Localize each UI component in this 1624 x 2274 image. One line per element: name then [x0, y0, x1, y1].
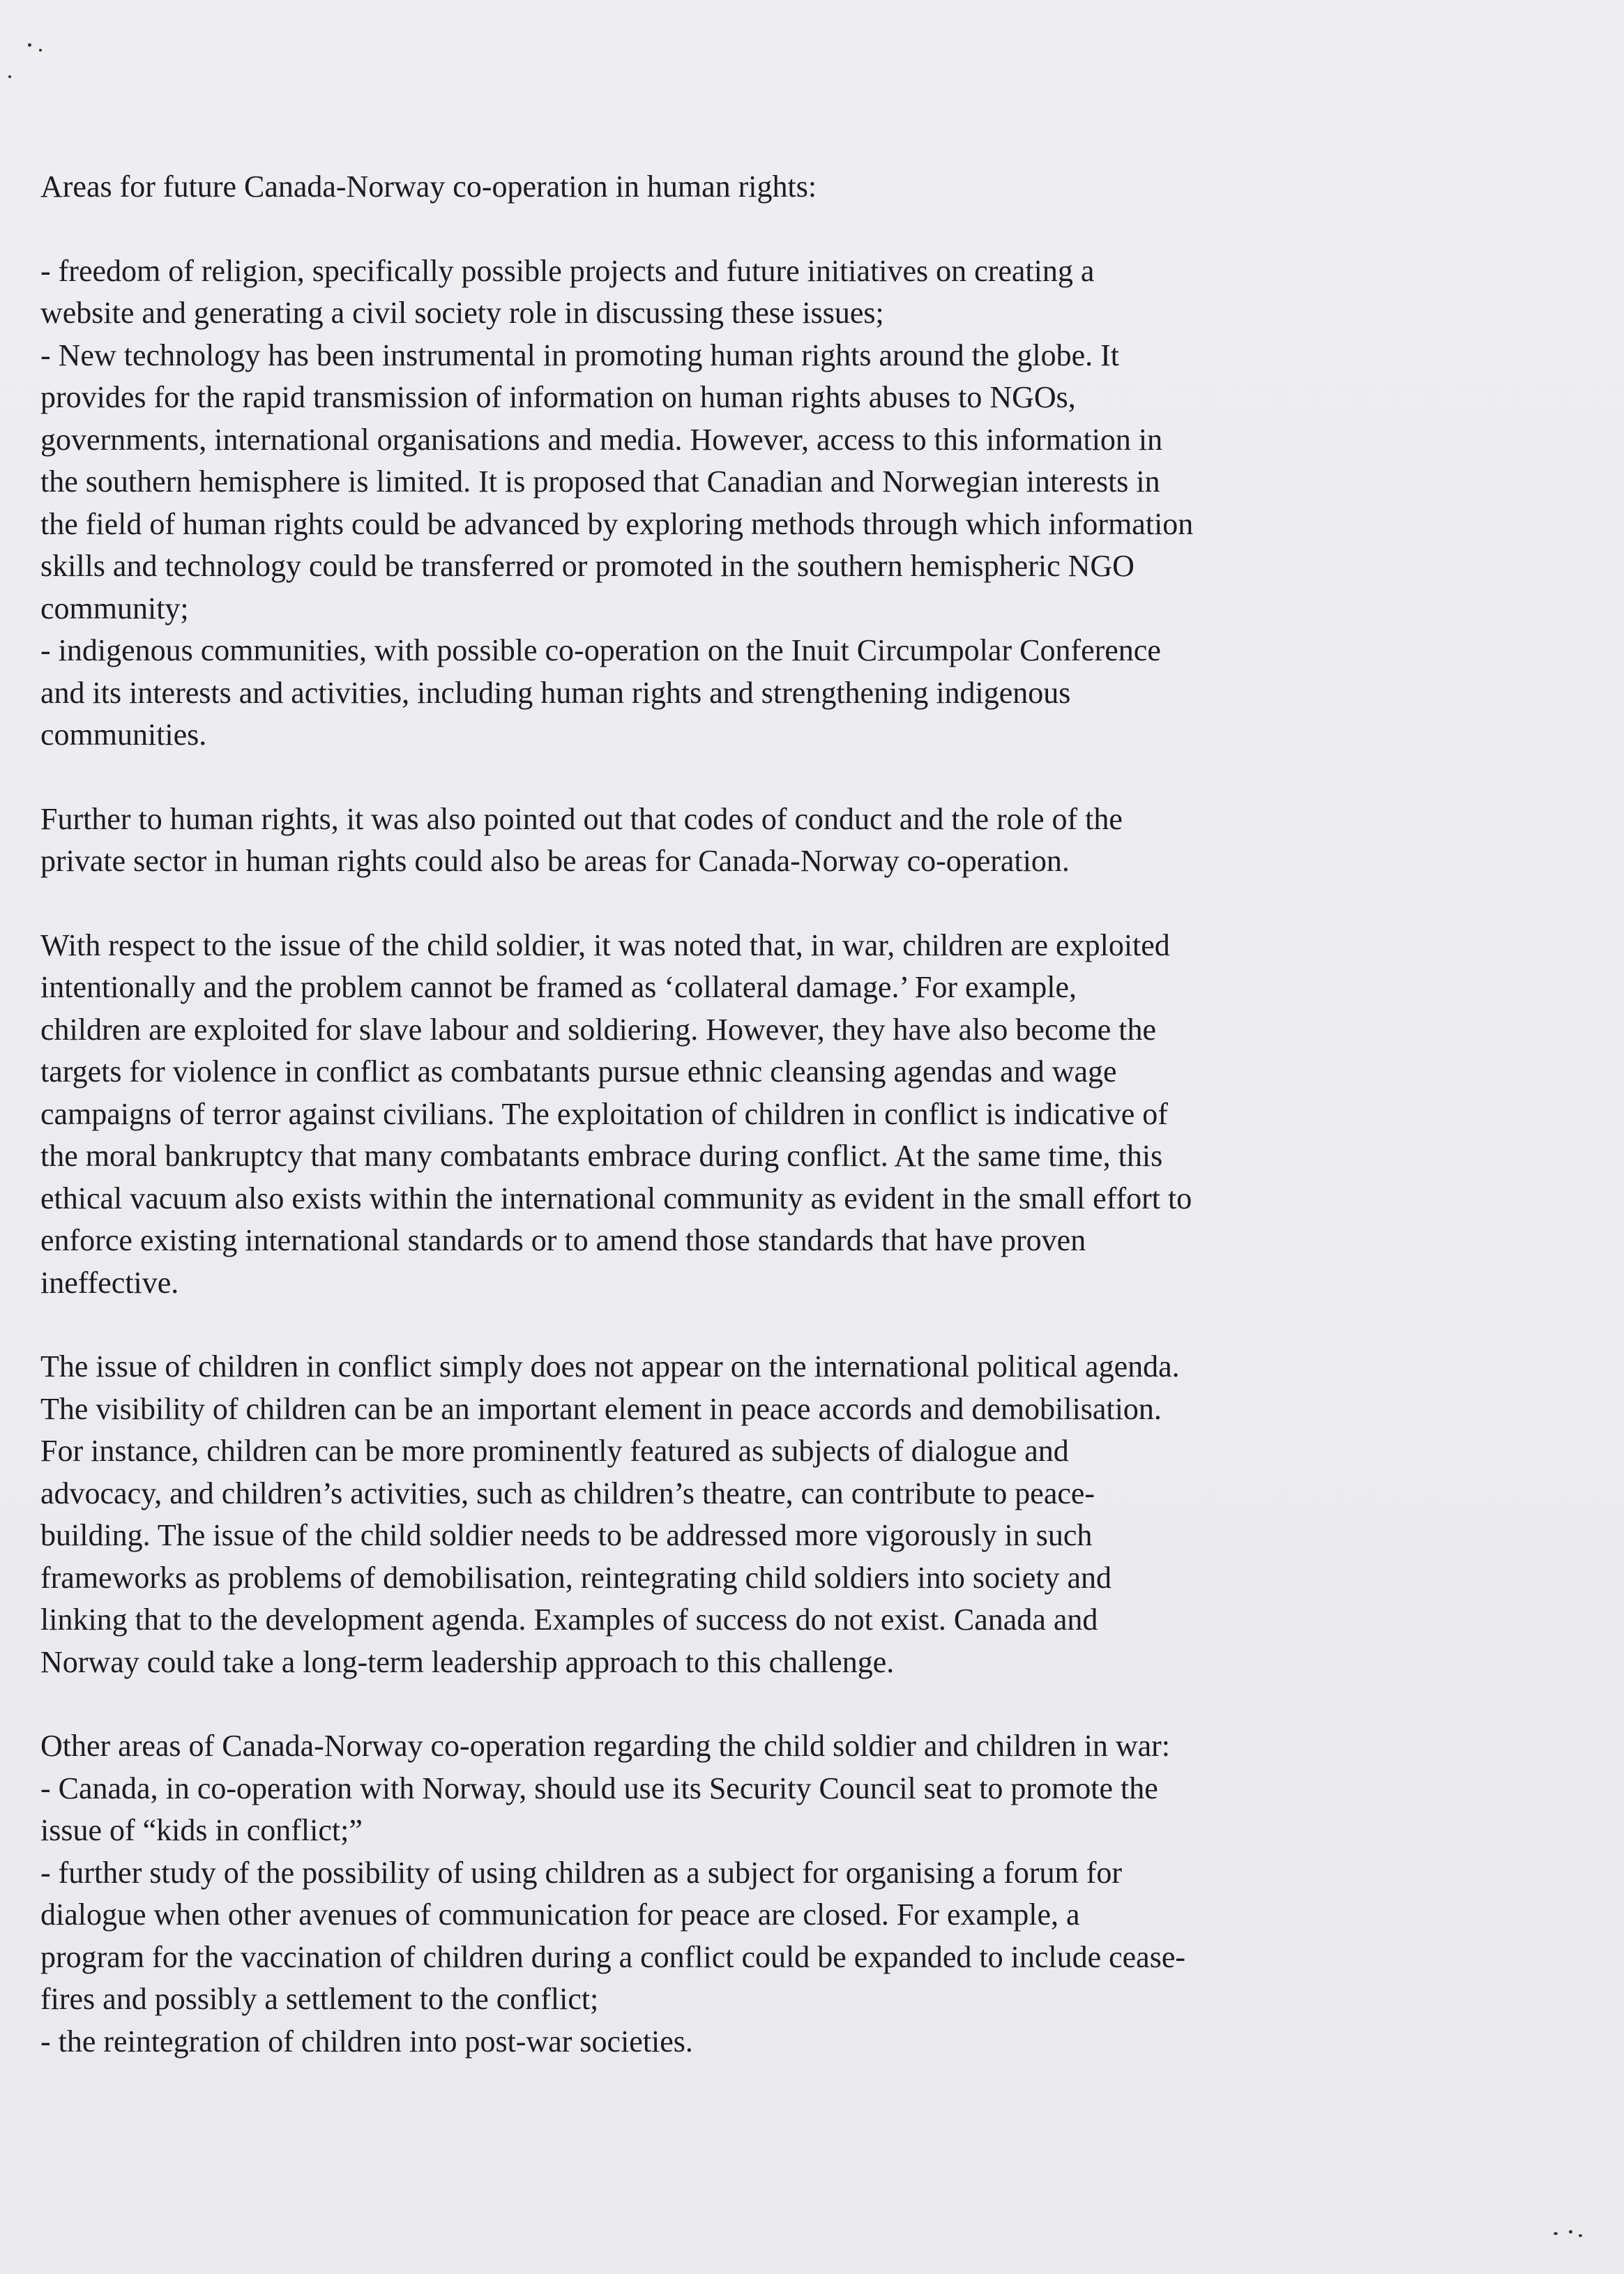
text-line: For instance, children can be more prominently featured as subjects of dialogue and [40, 1434, 1069, 1468]
text-line: community; [40, 591, 189, 626]
text-line: the southern hemisphere is limited. It is proposed that Canadian and Norwegian interests in [40, 464, 1160, 499]
text-line: website and generating a civil society role in discussing these issues; [40, 296, 884, 330]
paragraph [40, 925, 1456, 1305]
text-line: ethical vacuum also exists within the international community as evident in the small effort to [40, 1181, 1192, 1215]
paragraph [40, 166, 1456, 209]
text-line: children are exploited for slave labour and soldiering. However, they have also become the [40, 1012, 1156, 1047]
text-line: ineffective. [40, 1265, 179, 1300]
text-line: With respect to the issue of the child soldier, it was noted that, in war, children are exploited [40, 927, 1170, 962]
text-line: advocacy, and children’s activities, such as children’s theatre, can contribute to peace- [40, 1476, 1095, 1510]
text-line: intentionally and the problem cannot be framed as ‘collateral damage.’ For example, [40, 970, 1077, 1004]
text-line: communities. [40, 718, 207, 752]
paragraph [40, 1725, 1456, 2063]
text-line: Further to human rights, it was also pointed out that codes of conduct and the role of the [40, 801, 1123, 836]
text-line: - freedom of religion, specifically possible projects and future initiatives on creating a [40, 253, 1095, 288]
text-line: provides for the rapid transmission of information on human rights abuses to NGOs, [40, 380, 1076, 414]
text-line: program for the vaccination of children during a conflict could be expanded to include cease- [40, 1939, 1186, 1974]
text-line: skills and technology could be transferred or promoted in the southern hemispheric NGO [40, 549, 1134, 583]
text-line: The issue of children in conflict simply does not appear on the international political agenda. [40, 1349, 1180, 1384]
paragraph [40, 250, 1456, 757]
text-line: building. The issue of the child soldier needs to be addressed more vigorously in such [40, 1518, 1093, 1552]
text-line: issue of “kids in conflict;” [40, 1813, 363, 1847]
document-body [40, 166, 1456, 2105]
text-line: - the reintegration of children into post-war societies. [40, 2024, 693, 2059]
text-line: dialogue when other avenues of communication for peace are closed. For example, a [40, 1897, 1080, 1932]
text-line: - Canada, in co-operation with Norway, should use its Security Council seat to promote the [40, 1771, 1158, 1805]
paper-speck [39, 49, 42, 52]
text-line: and its interests and activities, including human rights and strengthening indigenous [40, 675, 1071, 710]
text-line: targets for violence in conflict as combatants pursue ethnic cleansing agendas and wage [40, 1054, 1117, 1089]
text-line: governments, international organisations and media. However, access to this information in [40, 422, 1163, 457]
text-line: the field of human rights could be advanced by exploring methods through which information [40, 506, 1194, 541]
text-line: Other areas of Canada-Norway co-operation regarding the child soldier and children in war: [40, 1729, 1171, 1763]
text-line: private sector in human rights could also be areas for Canada-Norway co-operation. [40, 844, 1070, 878]
text-line: - indigenous communities, with possible co-operation on the Inuit Circumpolar Conference [40, 633, 1161, 667]
text-line: campaigns of terror against civilians. The exploitation of children in conflict is indicative of [40, 1096, 1168, 1131]
text-line: fires and possibly a settlement to the conflict; [40, 1982, 599, 2016]
text-line: linking that to the development agenda. Examples of success do not exist. Canada and [40, 1602, 1098, 1637]
text-line: frameworks as problems of demobilisation, reintegrating child soldiers into society and [40, 1560, 1111, 1595]
text-line: Areas for future Canada-Norway co-operation in human rights: [40, 169, 817, 204]
paper-speck [8, 75, 11, 78]
text-line: the moral bankruptcy that many combatants embrace during conflict. At the same time, this [40, 1139, 1163, 1173]
text-line: enforce existing international standards or to amend those standards that have proven [40, 1223, 1086, 1257]
text-line: - further study of the possibility of using children as a subject for organising a forum for [40, 1855, 1123, 1890]
paragraph [40, 798, 1456, 883]
paper-speck [1569, 2230, 1572, 2234]
text-line: Norway could take a long-term leadership approach to this challenge. [40, 1644, 895, 1679]
paper-speck [28, 43, 31, 47]
text-line: The visibility of children can be an important element in peace accords and demobilisation. [40, 1391, 1162, 1426]
paper-speck [1579, 2234, 1582, 2237]
paragraph [40, 1346, 1456, 1683]
paper-speck [1554, 2232, 1558, 2235]
text-line: - New technology has been instrumental in promoting human rights around the globe. It [40, 338, 1120, 372]
